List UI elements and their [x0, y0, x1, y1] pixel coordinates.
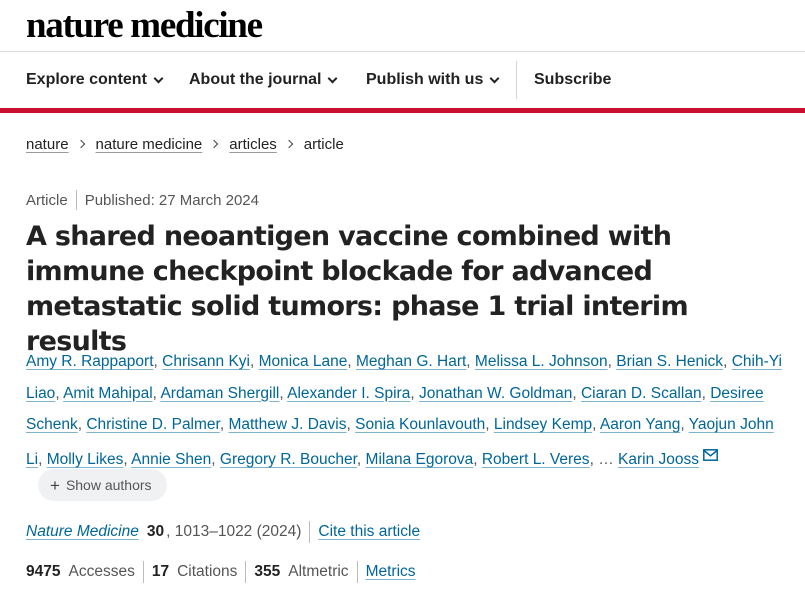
author-link[interactable]: Robert L. Veres [481, 450, 590, 468]
masthead [0, 0, 805, 52]
breadcrumb-link-nature-medicine[interactable]: nature medicine [95, 135, 203, 153]
author-link[interactable]: Brian S. Henick [616, 353, 724, 370]
author-link[interactable]: Lindsey Kemp [493, 416, 593, 434]
author-link[interactable]: Amit Mahipal [63, 384, 153, 402]
author-ellipsis: … [598, 450, 614, 468]
mail-icon[interactable] [703, 441, 718, 473]
breadcrumb [26, 134, 344, 154]
accesses-count: 9475 [26, 563, 61, 580]
author-list: Amy R. Rappaport, Chrisann Kyi, Monica Lane, Meghan G. Hart, Melissa L. Johnson, Brian S. Henick, Chih-Yi Liao, Amit Mahipal, Ardaman Shergill, Alexander I. Spira, Jonathan W. Goldman, Ciaran D. Scallan, Desiree Schenk, Christine D. Palmer, Matthew J. Davis, Sonia Kounlavouth, Lindsey Kemp, Aaron Yang, Yaojun John Li, Molly Likes, Annie Shen, Gregory R. Boucher, Milana Egorova, Robert L. Veres, … Karin Jooss [26, 346, 786, 475]
altmetric-label: Altmetric [288, 563, 349, 580]
author-link[interactable]: Ciaran D. Scallan [580, 384, 702, 402]
chevron-down-icon [153, 73, 163, 83]
author-link[interactable]: Molly Likes [46, 450, 124, 468]
article-type: Article [26, 191, 68, 209]
nav-publish-label: Publish with us [366, 71, 484, 88]
article-title: A shared neoantigen vaccine combined with immune checkpoint blockade for advanced metastatic solid tumors: phase 1 trial interim results [26, 221, 688, 357]
show-authors-label: Show authors [65, 477, 152, 493]
citations-count: 17 [151, 563, 170, 580]
nav-subscribe[interactable] [534, 52, 611, 108]
chevron-right-icon [285, 140, 293, 148]
metrics-bar [26, 561, 416, 583]
metrics-divider [143, 561, 144, 583]
nav-about-journal[interactable] [189, 52, 336, 108]
journal-logo[interactable]: nature medicine [26, 5, 262, 46]
author-link[interactable]: Amy R. Rappaport [26, 353, 154, 370]
author-link[interactable]: Ardaman Shergill [160, 384, 280, 402]
plus-icon: + [50, 475, 60, 495]
author-link[interactable]: Meghan G. Hart [356, 353, 467, 370]
nav-publish-with-us[interactable] [366, 52, 498, 108]
breadcrumb-link-articles[interactable]: articles [229, 135, 277, 153]
author-link[interactable]: Chrisann Kyi [162, 353, 250, 370]
author-link-corresponding[interactable]: Karin Jooss [618, 450, 699, 468]
author-link[interactable]: Melissa L. Johnson [474, 353, 608, 370]
nav-subscribe-label: Subscribe [534, 71, 612, 88]
breadcrumb-current: article [303, 135, 344, 153]
nav-explore-content[interactable] [26, 52, 162, 108]
meta-divider [76, 190, 77, 210]
journal-name-link[interactable]: Nature Medicine [26, 523, 139, 540]
chevron-right-icon [76, 140, 84, 148]
article-meta [26, 190, 259, 210]
chevron-down-icon [490, 73, 500, 83]
author-link[interactable]: Desiree Schenk [26, 384, 764, 434]
publish-date: Published: 27 March 2024 [84, 191, 259, 209]
author-link[interactable]: Jonathan W. Goldman [418, 384, 573, 402]
metrics-divider [357, 561, 358, 583]
chevron-down-icon [328, 73, 338, 83]
chevron-right-icon [210, 140, 218, 148]
accesses-label: Accesses [68, 563, 135, 580]
author-link[interactable]: Gregory R. Boucher [219, 450, 357, 468]
author-link[interactable]: Christine D. Palmer [86, 416, 220, 434]
breadcrumb-link-nature[interactable]: nature [26, 135, 69, 153]
citation-line [26, 521, 420, 543]
citations-label: Citations [177, 563, 238, 580]
metrics-link[interactable]: Metrics [365, 563, 416, 580]
cite-this-article-link[interactable]: Cite this article [318, 523, 421, 540]
citation-pages-year: , 1013–1022 (2024) [166, 523, 302, 540]
altmetric-count: 355 [254, 563, 281, 580]
author-link[interactable]: Monica Lane [258, 353, 348, 370]
author-link[interactable]: Sonia Kounlavouth [355, 416, 486, 434]
author-link[interactable]: Yaojun John Li [26, 416, 774, 468]
author-link[interactable]: Chih-Yi Liao [26, 353, 782, 402]
author-link[interactable]: Milana Egorova [365, 450, 474, 468]
author-link[interactable]: Matthew J. Davis [228, 416, 347, 434]
nav-explore-label: Explore content [26, 71, 147, 88]
citation-volume: 30 [146, 523, 165, 540]
citation-divider [309, 521, 310, 543]
accent-bar [0, 108, 805, 113]
show-authors-button[interactable] [38, 469, 167, 501]
metrics-divider [245, 561, 246, 583]
nav-about-label: About the journal [189, 71, 322, 88]
author-link[interactable]: Alexander I. Spira [287, 384, 411, 402]
nav-divider [516, 61, 517, 99]
author-link[interactable]: Aaron Yang [599, 416, 681, 434]
author-link[interactable]: Annie Shen [131, 450, 212, 468]
main-nav [0, 52, 805, 108]
